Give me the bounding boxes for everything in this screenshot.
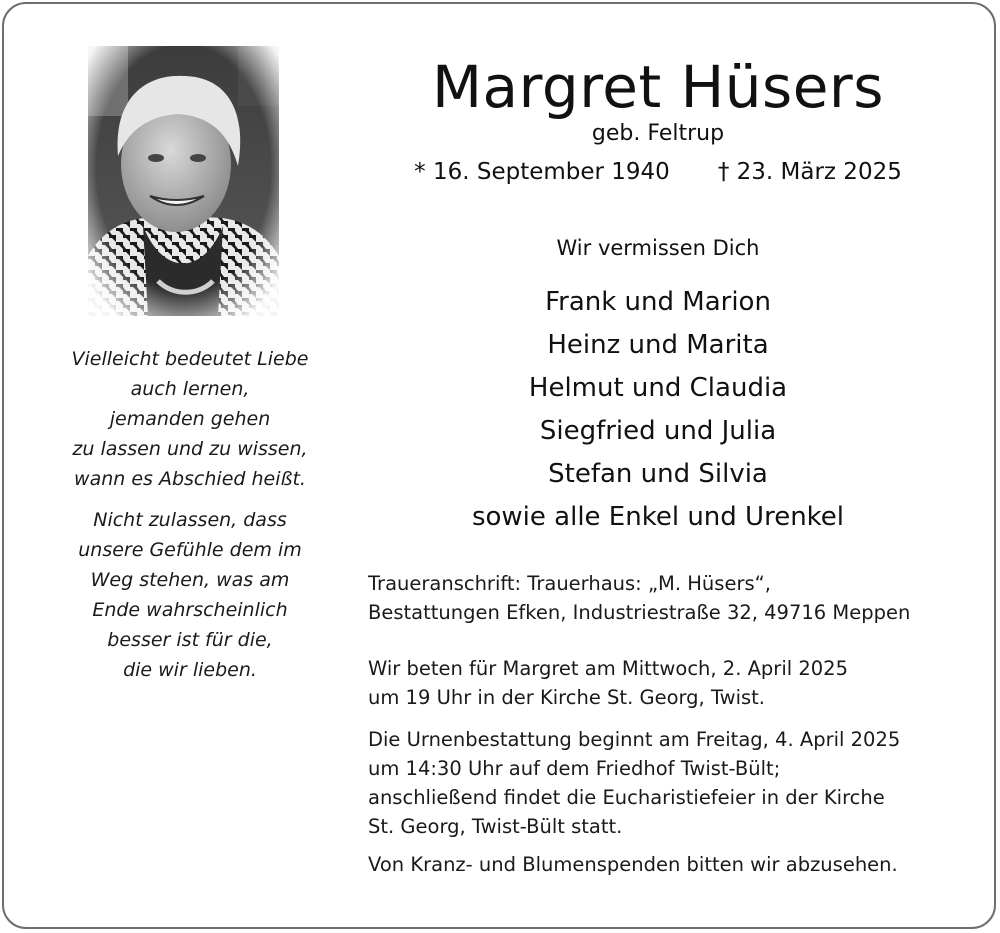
poem-line: Vielleicht bedeutet Liebe (71, 348, 309, 370)
mourner-entry: Stefan und Silvia (548, 459, 768, 489)
address-line: Bestattungen Efken, Industriestraße 32, 49716 Meppen (368, 601, 911, 624)
burial-notice (368, 725, 968, 841)
poem-stanza-1 (40, 344, 340, 494)
deceased-name: Margret Hüsers (432, 53, 884, 121)
flowers-notice (368, 850, 968, 879)
burial-line: St. Georg, Twist-Bült statt. (368, 815, 623, 838)
burial-line: Die Urnenbestattung beginnt am Freitag, 4. April 2025 (368, 728, 901, 751)
mourner-entry: Heinz und Marita (547, 330, 769, 360)
mourners-intro: Wir vermissen Dich (556, 236, 760, 260)
prayer-line: um 19 Uhr in der Kirche St. Georg, Twist. (368, 686, 766, 709)
poem-line: jemanden gehen (109, 408, 271, 430)
poem-line: unsere Gefühle dem im (78, 539, 302, 561)
mourner-entry: sowie alle Enkel und Urenkel (471, 502, 845, 532)
poem-line: zu lassen und zu wissen, (72, 438, 308, 460)
burial-line: um 14:30 Uhr auf dem Friedhof Twist-Bült; (368, 757, 781, 780)
mourner-entry: Helmut und Claudia (528, 373, 788, 403)
birth-date: * 16. September 1940 (414, 159, 670, 185)
mourning-address (368, 569, 968, 627)
prayer-notice (368, 654, 968, 712)
address-line: Traueranschrift: Trauerhaus: „M. Hüsers“, (368, 572, 771, 595)
poem-line: Nicht zulassen, dass (93, 509, 287, 531)
poem-line: Weg stehen, was am (90, 569, 290, 591)
flowers-line: Von Kranz- und Blumenspenden bitten wir abzusehen. (368, 853, 898, 876)
poem-line: Ende wahrscheinlich (92, 599, 288, 621)
mourners-list (358, 281, 958, 539)
burial-line: anschließend findet die Eucharistiefeier in der Kirche (368, 786, 885, 809)
poem-line: wann es Abschied heißt. (74, 468, 306, 490)
poem-line: auch lernen, (130, 378, 250, 400)
portrait-photo (88, 46, 279, 316)
poem-line: besser ist für die, (107, 629, 273, 651)
mourner-entry: Siegfried und Julia (539, 416, 777, 446)
poem-line: die wir lieben. (123, 659, 257, 681)
maiden-name: geb. Feltrup (591, 121, 725, 146)
life-dates (358, 156, 958, 188)
prayer-line: Wir beten für Margret am Mittwoch, 2. April 2025 (368, 657, 848, 680)
death-date: † 23. März 2025 (717, 159, 902, 185)
mourner-entry: Frank und Marion (545, 287, 771, 317)
poem-stanza-2 (40, 505, 340, 685)
